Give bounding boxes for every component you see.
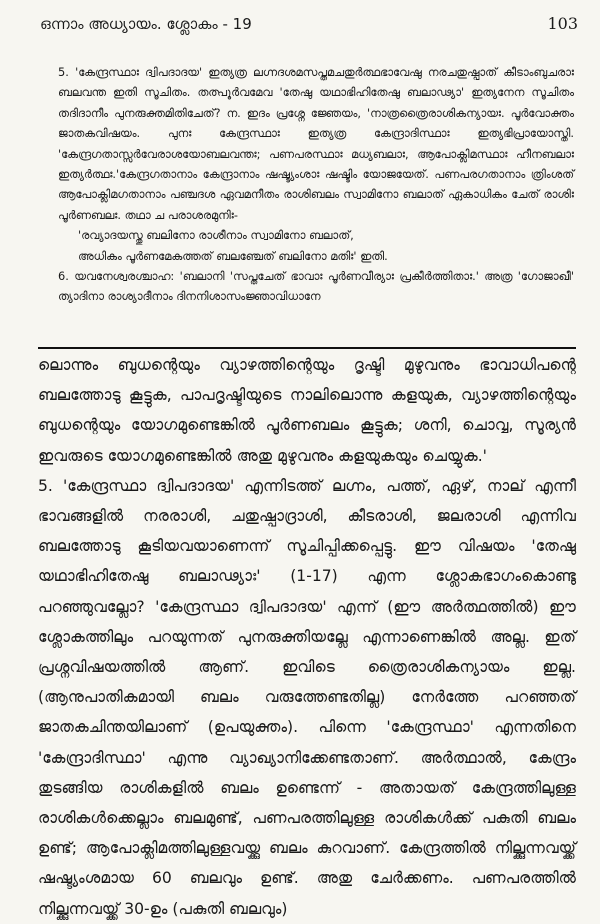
malayalam-translation bbox=[38, 350, 576, 924]
sanskrit-commentary bbox=[58, 62, 574, 307]
page-number: 103 bbox=[547, 14, 578, 33]
commentary-paragraph-5: 5. 'കേന്ദ്രസ്ഥാഃ ദ്വിപദാദയ' ഇത്യത്ര ലഗ്നദശമസപ്തമചതുർത്ഥഭാവേഷു നരചതുഷ്പാത് കീടാംബുചരാഃ ബലവന്ത ഇതി സൂചിതം. തത്പൂർവമേവ 'തേഷു യഥാഭിഹിതേഷു ബലാഢ്യാ' ഇത്യനേന സൂചിതം തദിദാനീം പുനരുക്തമിതിചേത്? ന. ഇദം പ്രശ്നേ ജ്ഞേയം, 'നാത്രത്രൈരാശികന്യായഃ. പൂർവോക്തം ജാതകവിഷയം. പുനഃ കേന്ദ്രസ്ഥാഃ ഇത്യത്ര കേന്ദ്രാദിസ്ഥാഃ ഇത്യഭിപ്രായോസ്തി. 'കേന്ദ്രഗതാസ്സർവേരാശയോബലവന്തഃ; പണപരസ്ഥാഃ മധ്യബലാഃ, ആപോക്ലിമസ്ഥാഃ ഹീനബലാഃ ഇത്യർത്ഥഃ.'കേന്ദ്രഗതാനാം കേന്ദ്രാനാം ഷഷ്ട്യംശാഃ ഷഷ്ടിം യോജയേത്. പണപരഗതാനാം ത്രിംശത് ആപോക്ലിമഗതാനാം പഞ്ചദശ ഏവമനീതം രാശിബലം സ്വാമിനോ ബലാത് ഏകാധികം ചേത് രാശിഃ പൂർണബലഃ. തഥാ ച പരാശരമുനിഃ- bbox=[58, 65, 574, 222]
page-header bbox=[40, 14, 578, 40]
translation-paragraph-1: ലൊന്നും ബുധന്റെയും വ്യാഴത്തിന്റെയും ദൃഷ്ടി മുഴുവനും ഭാവാധിപന്റെ ബലത്തോടു കൂട്ടുക, പാപദൃഷ്ടിയുടെ നാലിലൊന്നു കളയുക, വ്യാഴത്തിന്റെയും ബുധന്റെയും യോഗമുണ്ടെങ്കിൽ പൂർണബലം കൂട്ടുക; ശനി, ചൊവ്വ, സൂര്യൻ ഇവരുടെ യോഗമുണ്ടെങ്കിൽ അതു മുഴുവനും കളയുകയും ചെയ്യുക.' bbox=[38, 356, 576, 465]
quoted-verse-line-2: അധികം പൂർണമേകത്തത് ബലഞ്ചേത് ബലിനോ മതിഃ' ഇതി. bbox=[78, 248, 388, 263]
translation-paragraph-2: 5. 'കേന്ദ്രസ്ഥാ ദ്വിപദാദയ' എന്നിടത്ത് ലഗ്നം, പത്ത്, ഏഴ്, നാല് എന്നീ ഭാവങ്ങളിൽ നരരാശി, ചതുഷ്പാദ്രാശി, കീടരാശി, ജലരാശി എന്നിവ ബലത്തോടു കൂടിയവയാണെന്ന് സൂചിപ്പിക്കപ്പെട്ടു. ഈ വിഷയം 'തേഷു യഥാഭിഹിതേഷു ബലാഢ്യാഃ' (1-17) എന്ന ശ്ലോകഭാഗംകൊണ്ടു പറഞ്ഞുവല്ലോ? 'കേന്ദ്രസ്ഥാ ദ്വിപദാദയ' എന്ന് (ഈ അർത്ഥത്തിൽ) ഈ ശ്ലോകത്തിലും പറയുന്നത് പുനരുക്തിയല്ലേ എന്നാണെങ്കിൽ അല്ല. ഇത് പ്രശ്നവിഷയത്തിൽ ആണ്. ഇവിടെ ത്രൈരാശികന്യായം ഇല്ല. (ആനുപാതികമായി ബലം വരുത്തേണ്ടതില്ല) നേർത്തേ പറഞ്ഞത് ജാതകചിന്തയിലാണ് (ഉപയുക്തം). പിന്നെ 'കേന്ദ്രസ്ഥാ' എന്നതിനെ 'കേന്ദ്രാദിസ്ഥാ' എന്നു വ്യാഖ്യാനിക്കേണ്ടതാണ്. അർത്ഥാൽ, കേന്ദ്രം തുടങ്ങിയ രാശികളിൽ ബലം ഉണ്ടെന്ന് - അതായത് കേന്ദ്രത്തിലുള്ള രാശികൾക്കെല്ലാം ബലമുണ്ട്, പണപരത്തിലുള്ള രാശികൾക്ക് പകുതി ബലം ഉണ്ട്; ആപോക്ലിമത്തിലുള്ളവയ്ക്കു ബലം കുറവാണ്. കേന്ദ്രത്തിൽ നില്ക്കുന്നവയ്ക്ക് ഷഷ്ട്യംശമായ 60 ബലവും ഉണ്ട്. അതു ചേർക്കണം. പണപരത്തിൽ നില്ക്കുന്നവയ്ക്ക് 30-ഉം (പകുതി ബലവും) bbox=[38, 476, 576, 918]
commentary-paragraph-6: 6. യവനേശ്വരശ്ചാഹ: 'ബലാനി 'സപ്തചേത് ഭാവാഃ പൂർണവീര്യാഃ പ്രകീർത്തിതാഃ.' അത്ര 'ഗോജാഖീ' ത്യാദിനാ രാശ്യാദീനാം ദിനനിശാസംജ്ഞാവിധാനേ bbox=[58, 269, 574, 304]
section-divider bbox=[38, 347, 576, 349]
running-title: ഒന്നാം അധ്യായം. ശ്ലോകം - 19 bbox=[40, 15, 252, 33]
quoted-verse-line-1: 'രവ്യാദയസ്തു ബലിനോ രാശീനാം സ്വാമിനോ ബലാത്, bbox=[78, 228, 354, 243]
